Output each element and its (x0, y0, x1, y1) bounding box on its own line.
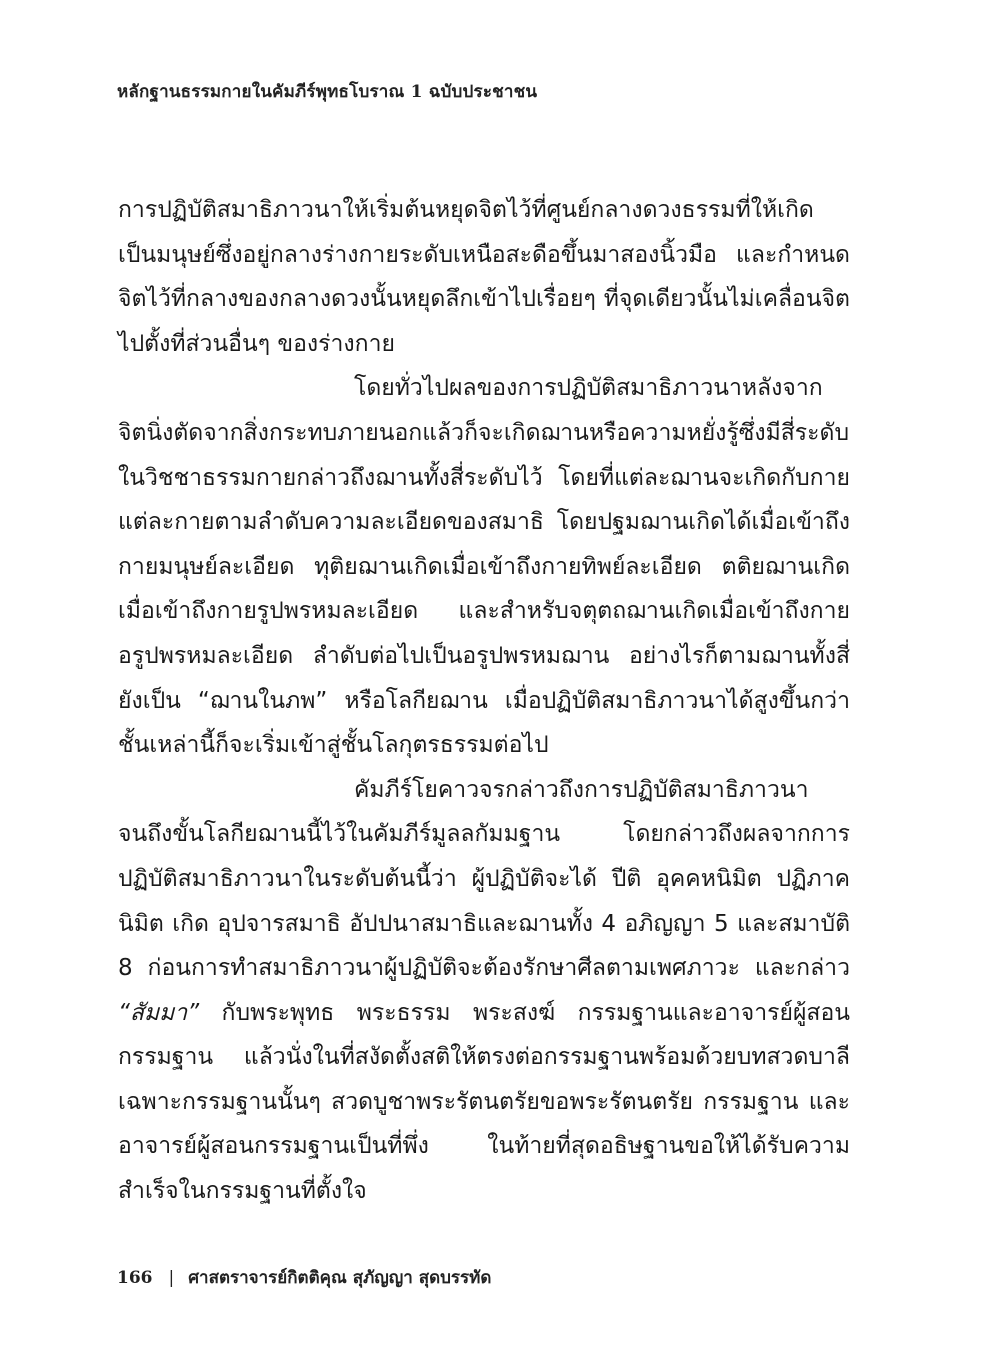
body-text (118, 188, 850, 1214)
page-footer (117, 1264, 491, 1291)
paragraph-3-italic-term: “สัมมา” (118, 999, 200, 1026)
footer-author: ศาสตราจารย์กิตติคุณ สุภัญญา สุดบรรทัด (188, 1268, 492, 1288)
running-header: หลักฐานธรรมกายในคัมภีร์พุทธโบราณ 1 ฉบับประชาชน (117, 82, 538, 102)
paragraph-3-text-start: คัมภีร์โยคาวจรกล่าวถึงการปฏิบัติสมาธิภาวนาจนถึงขั้นโลกียฌานนี้ไว้ในคัมภีร์มูลลกัมมฐาน โดยกล่าวถึงผลจากการปฏิบัติสมาธิภาวนาในระดับต้นนี้ว่า ผู้ปฏิบัติจะได้ ปีติ อุคคหนิมิต ปฏิภาคนิมิต เกิด อุปจารสมาธิ อัปปนาสมาธิและฌานทั้ง 4 อภิญญา 5 และสมาบัติ 8 ก่อนการทำสมาธิภาวนาผู้ปฏิบัติจะต้องรักษาศีลตามเพศภาวะ และกล่าว (118, 776, 850, 982)
paragraph-2: โดยทั่วไปผลของการปฏิบัติสมาธิภาวนาหลังจากจิตนิ่งตัดจากสิ่งกระทบภายนอกแล้วก็จะเกิดฌานหรือความหยั่งรู้ซึ่งมีสี่ระดับ ในวิชชาธรรมกายกล่าวถึงฌานทั้งสี่ระดับไว้ โดยที่แต่ละฌานจะเกิดกับกายแต่ละกายตามลำดับความละเอียดของสมาธิ โดยปฐมฌานเกิดได้เมื่อเข้าถึงกายมนุษย์ละเอียด ทุติยฌานเกิดเมื่อเข้าถึงกายทิพย์ละเอียด ตติยฌานเกิดเมื่อเข้าถึงกายรูปพรหมละเอียด และสำหรับจตุตถฌานเกิดเมื่อเข้าถึงกายอรูปพรหมละเอียด ลำดับต่อไปเป็นอรูปพรหมฌาน อย่างไรก็ตามฌานทั้งสี่ยังเป็น “ฌานในภพ” หรือโลกียฌาน เมื่อปฏิบัติสมาธิภาวนาได้สูงขึ้นกว่าชั้นเหล่านี้ก็จะเริ่มเข้าสู่ชั้นโลกุตรธรรมต่อไป (118, 375, 850, 759)
paragraph-1: การปฏิบัติสมาธิภาวนาให้เริ่มต้นหยุดจิตไว้ที่ศูนย์กลางดวงธรรมที่ให้เกิดเป็นมนุษย์ซึ่งอยู่กลางร่างกายระดับเหนือสะดือขึ้นมาสองนิ้วมือ และกำหนดจิตไว้ที่กลางของกลางดวงนั้นหยุดลึกเข้าไปเรื่อยๆ ที่จุดเดียวนั้นไม่เคลื่อนจิตไปตั้งที่ส่วนอื่นๆ ของร่างกาย (118, 197, 850, 357)
page-number: 166 (117, 1268, 153, 1288)
paragraph-3 (118, 768, 850, 1214)
paragraph-3-text-end: กับพระพุทธ พระธรรม พระสงฆ์ กรรมฐานและอาจารย์ผู้สอนกรรมฐาน แล้วนั่งในที่สงัดตั้งสติให้ตรงต่อกรรมฐานพร้อมด้วยบทสวดบาลีเฉพาะกรรมฐานนั้นๆ สวดบูชาพระรัตนตรัยขอพระรัตนตรัย กรรมฐาน และอาจารย์ผู้สอนกรรมฐานเป็นที่พึ่ง ในท้ายที่สุดอธิษฐานขอให้ได้รับความสำเร็จในกรรมฐานที่ตั้งใจ (118, 999, 850, 1205)
footer-separator: | (168, 1268, 175, 1288)
